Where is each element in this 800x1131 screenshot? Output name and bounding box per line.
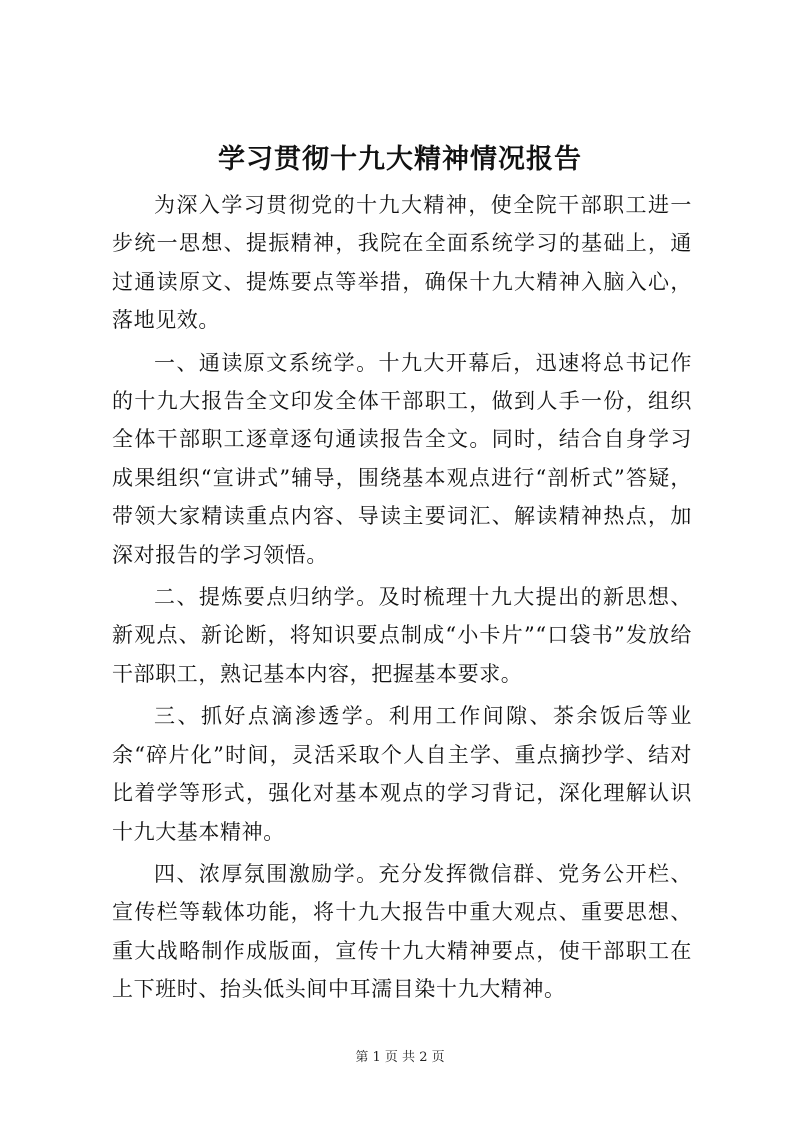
page-number-footer: 第 1 页 共 2 页: [355, 1050, 445, 1065]
paragraph-section-2: 二、提炼要点归纳学。及时梳理十九大提出的新思想、新观点、新论断，将知识要点制成“小卡片”“口袋书”发放给干部职工，熟记基本内容，把握基本要求。: [112, 585, 692, 686]
paragraph-section-3: 三、抓好点滴渗透学。利用工作间隙、茶余饭后等业余“碎片化”时间，灵活采取个人自主学、重点摘抄学、结对比着学等形式，强化对基本观点的学习背记，深化理解认识十九大基本精神。: [112, 704, 692, 844]
document-title: 学习贯彻十九大精神情况报告: [218, 144, 582, 175]
paragraph-section-1: 一、通读原文系统学。十九大开幕后，迅速将总书记作的十九大报告全文印发全体干部职工，做到人手一份，组织全体干部职工逐章逐句通读报告全文。同时，结合自身学习成果组织“宣讲式”辅导，围绕基本观点进行“剖析式”答疑，带领大家精读重点内容、导读主要词汇、解读精神热点，加深对报告的学习领悟。: [112, 350, 692, 567]
paragraph-intro: 为深入学习贯彻党的十九大精神，使全院干部职工进一步统一思想、提振精神，我院在全面系统学习的基础上，通过通读原文、提炼要点等举措，确保十九大精神入脑入心，落地见效。: [112, 193, 692, 333]
paragraph-section-4: 四、浓厚氛围激励学。充分发挥微信群、党务公开栏、宣传栏等载体功能，将十九大报告中重大观点、重要思想、重大战略制作成版面，宣传十九大精神要点，使干部职工在上下班时、抬头低头间中耳濡目染十九大精神。: [112, 861, 692, 1002]
document-body: [112, 186, 692, 1013]
